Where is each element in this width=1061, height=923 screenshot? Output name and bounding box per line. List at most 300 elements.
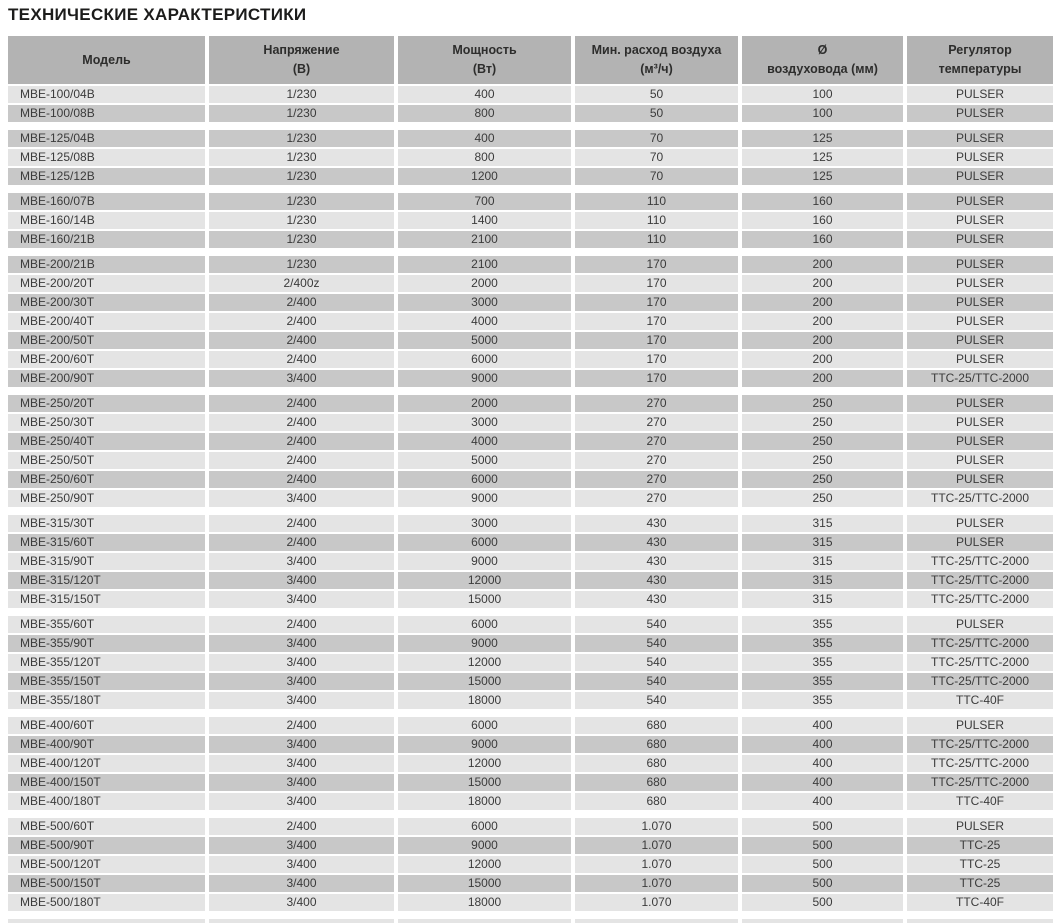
airflow-cell: 270 bbox=[575, 452, 742, 471]
airflow-cell: 170 bbox=[575, 275, 742, 294]
model-cell: MBE-200/30T bbox=[8, 294, 209, 313]
diameter-cell: 315 bbox=[742, 553, 907, 572]
model-cell: MBE-100/08B bbox=[8, 105, 209, 124]
regulator-cell: PULSER bbox=[907, 433, 1053, 452]
voltage-cell: 1/230 bbox=[209, 168, 398, 187]
power-cell: 18000 bbox=[398, 692, 575, 711]
col-header-model-label: Модель bbox=[82, 52, 131, 67]
voltage-cell: 2/400 bbox=[209, 515, 398, 534]
table-row bbox=[8, 193, 1053, 212]
voltage-cell: 1/230 bbox=[209, 105, 398, 124]
model-cell: MBE-250/50T bbox=[8, 452, 209, 471]
model-cell: MBE-315/120T bbox=[8, 572, 209, 591]
power-cell: 400 bbox=[398, 130, 575, 149]
col-header-power-sub: (Вт) bbox=[472, 62, 497, 76]
model-cell: MBE-125/08B bbox=[8, 149, 209, 168]
regulator-cell: PULSER bbox=[907, 351, 1053, 370]
table-row bbox=[8, 837, 1053, 856]
airflow-cell: 50 bbox=[575, 105, 742, 124]
power-cell: 6000 bbox=[398, 616, 575, 635]
power-cell: 4000 bbox=[398, 313, 575, 332]
power-cell: 6000 bbox=[398, 717, 575, 736]
diameter-cell: 400 bbox=[742, 717, 907, 736]
diameter-cell: 250 bbox=[742, 414, 907, 433]
power-cell: 5000 bbox=[398, 332, 575, 351]
voltage-cell: 1/230 bbox=[209, 212, 398, 231]
regulator-cell: TTC-25 bbox=[907, 837, 1053, 856]
airflow-cell: 170 bbox=[575, 332, 742, 351]
page-title: ТЕХНИЧЕСКИЕ ХАРАКТЕРИСТИКИ bbox=[8, 5, 307, 24]
voltage-cell: 2/400 bbox=[209, 414, 398, 433]
voltage-cell: 3/400 bbox=[209, 875, 398, 894]
airflow-cell: 270 bbox=[575, 395, 742, 414]
table-row bbox=[8, 433, 1053, 452]
col-header-diameter-sub: воздуховода (мм) bbox=[767, 62, 878, 76]
table-row bbox=[8, 351, 1053, 370]
airflow-cell: 170 bbox=[575, 294, 742, 313]
voltage-cell: 2/400 bbox=[209, 534, 398, 553]
voltage-cell: 2/400z bbox=[209, 275, 398, 294]
col-header-airflow bbox=[575, 36, 742, 86]
diameter-cell: 400 bbox=[742, 793, 907, 812]
diameter-cell: 315 bbox=[742, 591, 907, 610]
diameter-cell: 500 bbox=[742, 894, 907, 913]
power-cell: 2100 bbox=[398, 256, 575, 275]
table-row bbox=[8, 875, 1053, 894]
model-cell: MBE-355/90T bbox=[8, 635, 209, 654]
airflow-cell: 110 bbox=[575, 231, 742, 250]
regulator-cell: TTC-40F bbox=[907, 793, 1053, 812]
model-cell: MBE-400/120T bbox=[8, 755, 209, 774]
voltage-cell: 2/400 bbox=[209, 395, 398, 414]
table-row bbox=[8, 168, 1053, 187]
table-row bbox=[8, 395, 1053, 414]
table-header bbox=[8, 36, 1053, 86]
diameter-cell: 125 bbox=[742, 168, 907, 187]
airflow-cell: 70 bbox=[575, 168, 742, 187]
table-row bbox=[8, 673, 1053, 692]
col-header-power-label: Мощность bbox=[452, 43, 517, 57]
table-row bbox=[8, 553, 1053, 572]
regulator-cell: PULSER bbox=[907, 818, 1053, 837]
voltage-cell: 3/400 bbox=[209, 774, 398, 793]
power-cell: 700 bbox=[398, 193, 575, 212]
voltage-cell: 3/400 bbox=[209, 793, 398, 812]
diameter-cell: 200 bbox=[742, 256, 907, 275]
model-cell: MBE-160/21B bbox=[8, 231, 209, 250]
diameter-cell: 200 bbox=[742, 294, 907, 313]
table-row bbox=[8, 471, 1053, 490]
regulator-cell: PULSER bbox=[907, 86, 1053, 105]
airflow-cell: 540 bbox=[575, 654, 742, 673]
regulator-cell: TTC-25/TTC-2000 bbox=[907, 591, 1053, 610]
table-row bbox=[8, 534, 1053, 553]
model-cell: MBE-125/04B bbox=[8, 130, 209, 149]
voltage-cell: 1/230 bbox=[209, 193, 398, 212]
regulator-cell: PULSER bbox=[907, 275, 1053, 294]
airflow-cell: 680 bbox=[575, 717, 742, 736]
power-cell: 12000 bbox=[398, 572, 575, 591]
model-cell: MBE-160/07B bbox=[8, 193, 209, 212]
model-cell: MBE-315/150T bbox=[8, 591, 209, 610]
table-row bbox=[8, 231, 1053, 250]
airflow-cell: 540 bbox=[575, 673, 742, 692]
power-cell: 12000 bbox=[398, 856, 575, 875]
table-row bbox=[8, 149, 1053, 168]
diameter-cell: 160 bbox=[742, 231, 907, 250]
airflow-cell: 1.070 bbox=[575, 856, 742, 875]
col-header-regulator-label: Регулятор bbox=[948, 43, 1012, 57]
voltage-cell: 2/400 bbox=[209, 452, 398, 471]
model-cell: MBE-500/150T bbox=[8, 875, 209, 894]
airflow-cell: 170 bbox=[575, 370, 742, 389]
model-cell: MBE-125/12B bbox=[8, 168, 209, 187]
power-cell: 400 bbox=[398, 86, 575, 105]
table-row bbox=[8, 452, 1053, 471]
table-row bbox=[8, 490, 1053, 509]
table-row bbox=[8, 755, 1053, 774]
airflow-cell: 170 bbox=[575, 313, 742, 332]
airflow-cell: 430 bbox=[575, 572, 742, 591]
diameter-cell: 315 bbox=[742, 515, 907, 534]
voltage-cell: 3/400 bbox=[209, 490, 398, 509]
airflow-cell: 1.070 bbox=[575, 875, 742, 894]
diameter-cell: 160 bbox=[742, 193, 907, 212]
power-cell: 9000 bbox=[398, 490, 575, 509]
table-row bbox=[8, 774, 1053, 793]
voltage-cell: 3/400 bbox=[209, 553, 398, 572]
table-bottom bbox=[8, 913, 1053, 923]
power-cell: 9000 bbox=[398, 736, 575, 755]
regulator-cell: PULSER bbox=[907, 149, 1053, 168]
diameter-cell: 200 bbox=[742, 351, 907, 370]
table-row bbox=[8, 692, 1053, 711]
table-row bbox=[8, 275, 1053, 294]
regulator-cell: TTC-25/TTC-2000 bbox=[907, 673, 1053, 692]
voltage-cell: 1/230 bbox=[209, 256, 398, 275]
table-row bbox=[8, 793, 1053, 812]
regulator-cell: PULSER bbox=[907, 105, 1053, 124]
spec-table bbox=[8, 36, 1053, 923]
voltage-cell: 3/400 bbox=[209, 736, 398, 755]
table-row bbox=[8, 894, 1053, 913]
regulator-cell: PULSER bbox=[907, 256, 1053, 275]
power-cell: 18000 bbox=[398, 894, 575, 913]
voltage-cell: 2/400 bbox=[209, 313, 398, 332]
diameter-cell: 100 bbox=[742, 86, 907, 105]
power-cell: 2000 bbox=[398, 275, 575, 294]
col-header-model bbox=[8, 36, 209, 86]
table-row bbox=[8, 635, 1053, 654]
power-cell: 6000 bbox=[398, 534, 575, 553]
diameter-cell: 250 bbox=[742, 395, 907, 414]
voltage-cell: 2/400 bbox=[209, 433, 398, 452]
model-cell: MBE-200/20T bbox=[8, 275, 209, 294]
diameter-cell: 400 bbox=[742, 755, 907, 774]
table-row bbox=[8, 515, 1053, 534]
voltage-cell: 2/400 bbox=[209, 351, 398, 370]
model-cell: MBE-250/90T bbox=[8, 490, 209, 509]
voltage-cell: 1/230 bbox=[209, 130, 398, 149]
regulator-cell: PULSER bbox=[907, 294, 1053, 313]
power-cell: 3000 bbox=[398, 294, 575, 313]
diameter-cell: 500 bbox=[742, 856, 907, 875]
voltage-cell: 3/400 bbox=[209, 673, 398, 692]
diameter-cell: 200 bbox=[742, 313, 907, 332]
regulator-cell: TTC-25 bbox=[907, 856, 1053, 875]
power-cell: 3000 bbox=[398, 515, 575, 534]
regulator-cell: PULSER bbox=[907, 168, 1053, 187]
airflow-cell: 1.070 bbox=[575, 894, 742, 913]
col-header-power bbox=[398, 36, 575, 86]
col-header-airflow-label: Мин. расход воздуха bbox=[591, 43, 722, 57]
power-cell: 9000 bbox=[398, 370, 575, 389]
regulator-cell: PULSER bbox=[907, 130, 1053, 149]
diameter-cell: 400 bbox=[742, 774, 907, 793]
table-row bbox=[8, 616, 1053, 635]
diameter-cell: 355 bbox=[742, 635, 907, 654]
voltage-cell: 3/400 bbox=[209, 894, 398, 913]
power-cell: 18000 bbox=[398, 793, 575, 812]
regulator-cell: TTC-40F bbox=[907, 894, 1053, 913]
regulator-cell: PULSER bbox=[907, 515, 1053, 534]
voltage-cell: 2/400 bbox=[209, 471, 398, 490]
voltage-cell: 3/400 bbox=[209, 591, 398, 610]
power-cell: 15000 bbox=[398, 774, 575, 793]
table-row bbox=[8, 591, 1053, 610]
voltage-cell: 3/400 bbox=[209, 837, 398, 856]
regulator-cell: PULSER bbox=[907, 414, 1053, 433]
col-header-regulator bbox=[907, 36, 1053, 86]
table-row bbox=[8, 332, 1053, 351]
diameter-cell: 125 bbox=[742, 130, 907, 149]
regulator-cell: PULSER bbox=[907, 471, 1053, 490]
model-cell: MBE-315/30T bbox=[8, 515, 209, 534]
model-cell: MBE-355/180T bbox=[8, 692, 209, 711]
table-row bbox=[8, 130, 1053, 149]
model-cell: MBE-400/150T bbox=[8, 774, 209, 793]
diameter-cell: 315 bbox=[742, 572, 907, 591]
voltage-cell: 1/230 bbox=[209, 149, 398, 168]
diameter-cell: 200 bbox=[742, 370, 907, 389]
power-cell: 6000 bbox=[398, 818, 575, 837]
model-cell: MBE-400/180T bbox=[8, 793, 209, 812]
regulator-cell: TTC-25/TTC-2000 bbox=[907, 755, 1053, 774]
col-header-diameter-label: Ø bbox=[817, 43, 828, 57]
airflow-cell: 430 bbox=[575, 534, 742, 553]
table-row bbox=[8, 856, 1053, 875]
diameter-cell: 500 bbox=[742, 875, 907, 894]
diameter-cell: 400 bbox=[742, 736, 907, 755]
model-cell: MBE-200/50T bbox=[8, 332, 209, 351]
diameter-cell: 355 bbox=[742, 673, 907, 692]
table-row bbox=[8, 105, 1053, 124]
airflow-cell: 680 bbox=[575, 774, 742, 793]
model-cell: MBE-355/120T bbox=[8, 654, 209, 673]
diameter-cell: 500 bbox=[742, 837, 907, 856]
model-cell: MBE-200/21B bbox=[8, 256, 209, 275]
voltage-cell: 2/400 bbox=[209, 332, 398, 351]
table-row bbox=[8, 86, 1053, 105]
model-cell: MBE-100/04B bbox=[8, 86, 209, 105]
model-cell: MBE-400/60T bbox=[8, 717, 209, 736]
model-cell: MBE-160/14B bbox=[8, 212, 209, 231]
airflow-cell: 540 bbox=[575, 616, 742, 635]
table-row bbox=[8, 717, 1053, 736]
voltage-cell: 2/400 bbox=[209, 616, 398, 635]
power-cell: 15000 bbox=[398, 673, 575, 692]
model-cell: MBE-500/120T bbox=[8, 856, 209, 875]
diameter-cell: 250 bbox=[742, 433, 907, 452]
power-cell: 1200 bbox=[398, 168, 575, 187]
power-cell: 15000 bbox=[398, 591, 575, 610]
regulator-cell: TTC-25/TTC-2000 bbox=[907, 490, 1053, 509]
table-row bbox=[8, 654, 1053, 673]
airflow-cell: 110 bbox=[575, 212, 742, 231]
airflow-cell: 170 bbox=[575, 351, 742, 370]
voltage-cell: 3/400 bbox=[209, 370, 398, 389]
table-row bbox=[8, 212, 1053, 231]
model-cell: MBE-500/60T bbox=[8, 818, 209, 837]
regulator-cell: PULSER bbox=[907, 313, 1053, 332]
airflow-cell: 170 bbox=[575, 256, 742, 275]
model-cell: MBE-200/90T bbox=[8, 370, 209, 389]
voltage-cell: 2/400 bbox=[209, 818, 398, 837]
col-header-voltage-sub: (В) bbox=[292, 62, 311, 76]
diameter-cell: 200 bbox=[742, 275, 907, 294]
airflow-cell: 540 bbox=[575, 635, 742, 654]
diameter-cell: 200 bbox=[742, 332, 907, 351]
table-row bbox=[8, 572, 1053, 591]
diameter-cell: 125 bbox=[742, 149, 907, 168]
model-cell: MBE-355/60T bbox=[8, 616, 209, 635]
power-cell: 6000 bbox=[398, 471, 575, 490]
table-row bbox=[8, 736, 1053, 755]
col-header-voltage-label: Напряжение bbox=[263, 43, 340, 57]
power-cell: 1400 bbox=[398, 212, 575, 231]
model-cell: MBE-315/90T bbox=[8, 553, 209, 572]
regulator-cell: PULSER bbox=[907, 231, 1053, 250]
power-cell: 2000 bbox=[398, 395, 575, 414]
airflow-cell: 680 bbox=[575, 755, 742, 774]
diameter-cell: 315 bbox=[742, 534, 907, 553]
diameter-cell: 355 bbox=[742, 692, 907, 711]
airflow-cell: 680 bbox=[575, 736, 742, 755]
airflow-cell: 1.070 bbox=[575, 837, 742, 856]
power-cell: 5000 bbox=[398, 452, 575, 471]
power-cell: 9000 bbox=[398, 635, 575, 654]
power-cell: 2100 bbox=[398, 231, 575, 250]
airflow-cell: 540 bbox=[575, 692, 742, 711]
model-cell: MBE-400/90T bbox=[8, 736, 209, 755]
model-cell: MBE-200/60T bbox=[8, 351, 209, 370]
table-row bbox=[8, 818, 1053, 837]
voltage-cell: 3/400 bbox=[209, 755, 398, 774]
col-header-voltage bbox=[209, 36, 398, 86]
model-cell: MBE-250/20T bbox=[8, 395, 209, 414]
table-row bbox=[8, 370, 1053, 389]
col-header-diameter bbox=[742, 36, 907, 86]
regulator-cell: PULSER bbox=[907, 332, 1053, 351]
model-cell: MBE-250/30T bbox=[8, 414, 209, 433]
voltage-cell: 3/400 bbox=[209, 692, 398, 711]
diameter-cell: 100 bbox=[742, 105, 907, 124]
model-cell: MBE-315/60T bbox=[8, 534, 209, 553]
model-cell: MBE-500/90T bbox=[8, 837, 209, 856]
voltage-cell: 3/400 bbox=[209, 635, 398, 654]
regulator-cell: TTC-40F bbox=[907, 692, 1053, 711]
airflow-cell: 680 bbox=[575, 793, 742, 812]
airflow-cell: 50 bbox=[575, 86, 742, 105]
airflow-cell: 430 bbox=[575, 515, 742, 534]
regulator-cell: TTC-25/TTC-2000 bbox=[907, 572, 1053, 591]
power-cell: 4000 bbox=[398, 433, 575, 452]
diameter-cell: 500 bbox=[742, 818, 907, 837]
airflow-cell: 70 bbox=[575, 149, 742, 168]
airflow-cell: 430 bbox=[575, 591, 742, 610]
regulator-cell: PULSER bbox=[907, 616, 1053, 635]
airflow-cell: 110 bbox=[575, 193, 742, 212]
power-cell: 800 bbox=[398, 105, 575, 124]
diameter-cell: 250 bbox=[742, 490, 907, 509]
diameter-cell: 355 bbox=[742, 616, 907, 635]
power-cell: 800 bbox=[398, 149, 575, 168]
airflow-cell: 270 bbox=[575, 414, 742, 433]
cropped-bottom-row bbox=[8, 919, 1053, 923]
power-cell: 6000 bbox=[398, 351, 575, 370]
power-cell: 9000 bbox=[398, 553, 575, 572]
voltage-cell: 2/400 bbox=[209, 294, 398, 313]
table-row bbox=[8, 414, 1053, 433]
voltage-cell: 3/400 bbox=[209, 856, 398, 875]
airflow-cell: 1.070 bbox=[575, 818, 742, 837]
regulator-cell: PULSER bbox=[907, 212, 1053, 231]
model-cell: MBE-200/40T bbox=[8, 313, 209, 332]
airflow-cell: 70 bbox=[575, 130, 742, 149]
model-cell: MBE-250/60T bbox=[8, 471, 209, 490]
voltage-cell: 2/400 bbox=[209, 717, 398, 736]
airflow-cell: 430 bbox=[575, 553, 742, 572]
model-cell: MBE-355/150T bbox=[8, 673, 209, 692]
power-cell: 9000 bbox=[398, 837, 575, 856]
regulator-cell: PULSER bbox=[907, 452, 1053, 471]
power-cell: 12000 bbox=[398, 654, 575, 673]
voltage-cell: 3/400 bbox=[209, 654, 398, 673]
regulator-cell: TTC-25/TTC-2000 bbox=[907, 654, 1053, 673]
regulator-cell: TTC-25/TTC-2000 bbox=[907, 635, 1053, 654]
table-row bbox=[8, 313, 1053, 332]
diameter-cell: 160 bbox=[742, 212, 907, 231]
model-cell: MBE-250/40T bbox=[8, 433, 209, 452]
airflow-cell: 270 bbox=[575, 433, 742, 452]
voltage-cell: 3/400 bbox=[209, 572, 398, 591]
airflow-cell: 270 bbox=[575, 471, 742, 490]
regulator-cell: PULSER bbox=[907, 534, 1053, 553]
airflow-cell: 270 bbox=[575, 490, 742, 509]
regulator-cell: PULSER bbox=[907, 395, 1053, 414]
regulator-cell: TTC-25/TTC-2000 bbox=[907, 553, 1053, 572]
regulator-cell: TTC-25/TTC-2000 bbox=[907, 370, 1053, 389]
regulator-cell: PULSER bbox=[907, 193, 1053, 212]
table-row bbox=[8, 294, 1053, 313]
diameter-cell: 250 bbox=[742, 452, 907, 471]
power-cell: 3000 bbox=[398, 414, 575, 433]
col-header-airflow-sub: (м³/ч) bbox=[640, 62, 673, 76]
power-cell: 15000 bbox=[398, 875, 575, 894]
header-row bbox=[8, 36, 1053, 86]
regulator-cell: TTC-25/TTC-2000 bbox=[907, 736, 1053, 755]
model-cell: MBE-500/180T bbox=[8, 894, 209, 913]
